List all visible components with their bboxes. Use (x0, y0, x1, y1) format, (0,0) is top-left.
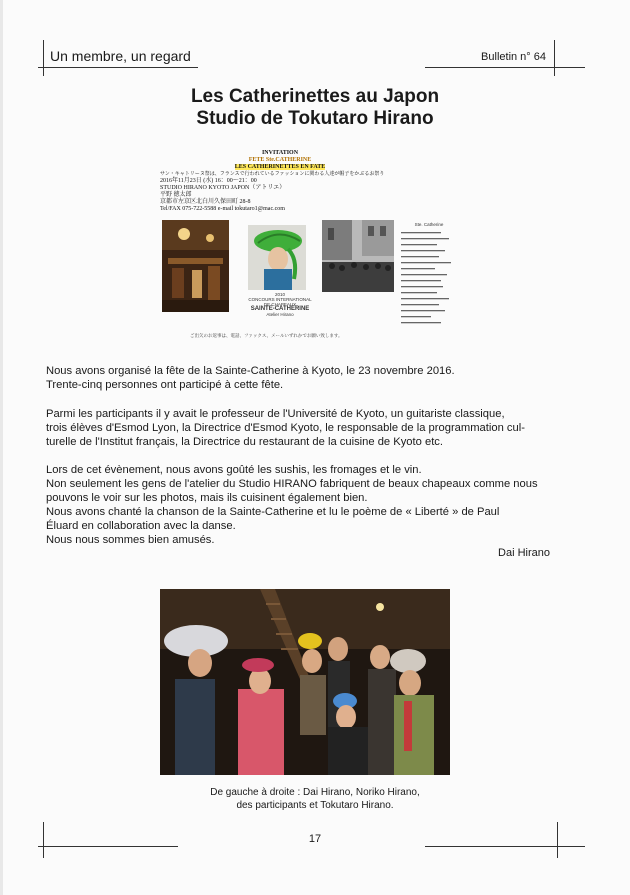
body-p3-line4: Nous avons chanté la chanson de la Sainte-Catherine et lu le poème de « Liberté » de Paul (46, 506, 500, 518)
footer-rule-left (38, 846, 178, 847)
poster-text (245, 292, 315, 317)
body-p1-line1: Nous avons organisé la fête de la Sainte-Catherine à Kyoto, le 23 novembre 2016. (46, 365, 455, 377)
page-edge (0, 0, 3, 895)
group-photo (160, 589, 450, 775)
article-title-line2: Studio de Tokutaro Hirano (196, 108, 434, 129)
signature: Dai Hirano (498, 547, 550, 559)
invitation-contact: Tel/FAX 075-722-5588 e-mail tokutaro1@mac.com (160, 206, 285, 212)
event-list-title: Ste. Catherine (414, 222, 444, 227)
header-rule-right (425, 67, 585, 68)
party-room-photo (162, 220, 229, 312)
header-rule-left (38, 67, 198, 68)
body-paragraph-3 (46, 463, 566, 547)
body-p3-line6: Nous nous sommes bien amusés. (46, 534, 215, 546)
invitation-address: 京都市左京区北白川久保田町 28-8 (160, 199, 251, 205)
header-tick-right (554, 40, 555, 76)
header-tick-left (43, 40, 44, 76)
invitation-place: STUDIO HIRANO KYOTO JAPON（アトリエ） (160, 185, 286, 191)
photo-caption-line1: De gauche à droite : Dai Hirano, Noriko Hirano, (210, 787, 420, 798)
section-title: Un membre, un regard (50, 48, 191, 64)
invitation-sub: LES CATHERINETTES EN FATE (234, 164, 326, 170)
body-paragraph-2 (46, 407, 566, 449)
footer-rule-right (425, 846, 585, 847)
body-p2-line2: trois élèves d'Esmod Lyon, la Directrice d'Esmod Kyoto, le responsable de la programmation cul- (46, 422, 525, 434)
invitation-footer: ご出欠のお返事は、電話、ファックス、メールいずれかでお願い致します。 (190, 333, 343, 338)
poster-year: 2010 (274, 292, 285, 297)
body-paragraph-1 (46, 364, 566, 392)
body-p1-line2: Trente-cinq personnes ont participé à cette fête. (46, 379, 284, 391)
invitation-heading: INVITATION (261, 150, 299, 156)
poster-sainte: SAINTE-CATHERINE (250, 306, 310, 312)
body-p3-line3: pouvons le voir sur les photos, mais ils cuisinent également bien. (46, 492, 368, 504)
street-crowd-photo (322, 220, 394, 292)
invitation-date: 2016年11月23日 (水) 16：00～21：00 (160, 178, 257, 184)
event-list-lines (399, 230, 459, 328)
invitation-card (160, 150, 400, 213)
body-p2-line1: Parmi les participants il y avait le professeur de l'Université de Kyoto, un guitariste classique, (46, 408, 505, 420)
body-p3-line5: Éluard en collaboration avec la danse. (46, 520, 236, 532)
body-p3-line1: Lors de cet évènement, nous avons goûté les sushis, les fromages et le vin. (46, 464, 422, 476)
poster-concours: CONCOURS INTERNATIONAL DE CHAPEAUX (248, 297, 312, 307)
body-p2-line3: turelle de l'Institut français, la Directrice du restaurant de la cuisine de Kyoto etc. (46, 436, 444, 448)
invitation-host: 平野 徳太郎 (160, 192, 192, 198)
photo-caption-line2: des participants et Tokutaro Hirano. (236, 800, 394, 811)
invitation-sub-wrap (160, 164, 400, 171)
poster-atelier: Atelier Hirano (266, 312, 294, 317)
page-number: 17 (308, 833, 322, 845)
article-title-line1: Les Catherinettes au Japon (190, 86, 440, 107)
invitation-fete: FETE Ste.CATHERINE (248, 157, 312, 163)
event-list (399, 222, 459, 330)
bulletin-number: Bulletin n° 64 (481, 51, 546, 63)
invitation-jp-line: サン・キャトリーヌ祭は、フランスで行われているファッションに関わる人達が帽子をかぶるお祭り (160, 172, 385, 177)
body-p3-line2: Non seulement les gens de l'atelier du Studio HIRANO fabriquent de beaux chapeaux comme nous (46, 478, 538, 490)
green-hat-photo (248, 225, 306, 290)
